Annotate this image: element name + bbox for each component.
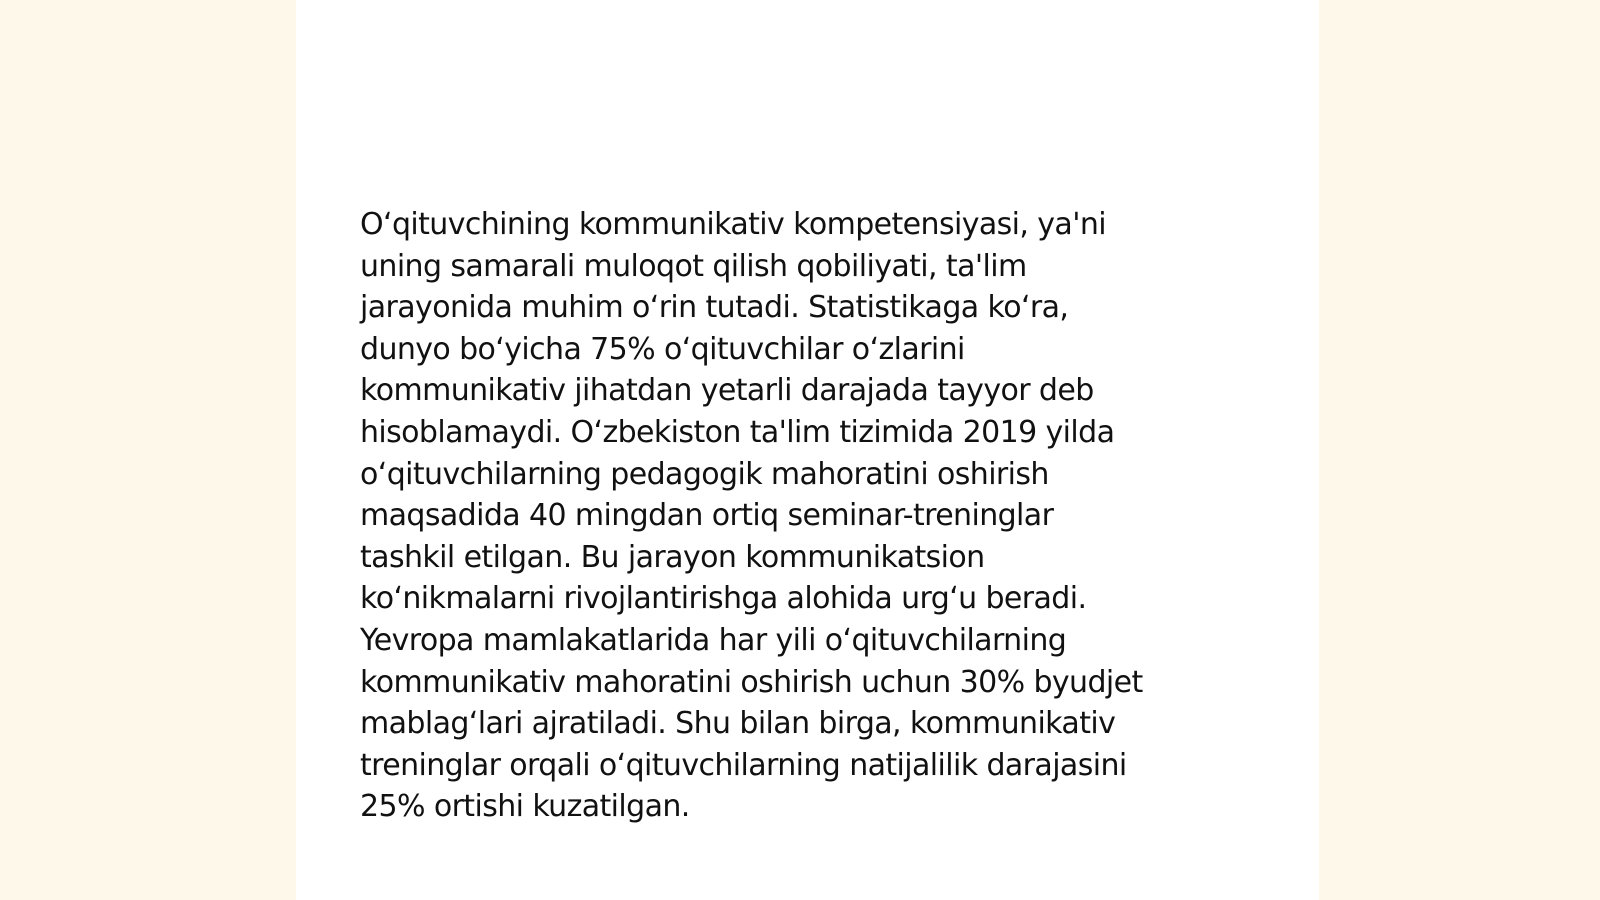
paragraph-line: ko‘nikmalarni rivojlantirishga alohida urg‘u beradi. <box>360 581 1087 617</box>
paragraph-line: uning samarali muloqot qilish qobiliyati, ta'lim <box>360 248 1027 284</box>
paragraph-line: tashkil etilgan. Bu jarayon kommunikatsion <box>360 539 985 575</box>
paragraph-line: kommunikativ mahoratini oshirish uchun 30% byudjet <box>360 664 1143 700</box>
paragraph-line: kommunikativ jihatdan yetarli darajada tayyor deb <box>360 373 1094 409</box>
paragraph-line: dunyo bo‘yicha 75% o‘qituvchilar o‘zlarini <box>360 331 965 367</box>
paragraph-line: Yevropa mamlakatlarida har yili o‘qituvchilarning <box>360 622 1067 658</box>
paragraph-line: 25% ortishi kuzatilgan. <box>360 789 690 825</box>
paragraph-line: maqsadida 40 mingdan ortiq seminar-treninglar <box>360 498 1054 534</box>
document-page <box>296 0 1319 900</box>
paragraph-line: hisoblamaydi. O‘zbekiston ta'lim tizimida 2019 yilda <box>360 414 1115 450</box>
paragraph-line: mablag‘lari ajratiladi. Shu bilan birga, kommunikativ <box>360 706 1116 742</box>
paragraph-line: O‘qituvchining kommunikativ kompetensiyasi, ya'ni <box>360 207 1107 242</box>
paragraph-line: treninglar orqali o‘qituvchilarning natijalilik darajasini <box>360 747 1127 783</box>
body-paragraph <box>360 204 1260 828</box>
paragraph-line: jarayonida muhim o‘rin tutadi. Statistikaga ko‘ra, <box>360 290 1069 326</box>
paragraph-line: o‘qituvchilarning pedagogik mahoratini oshirish <box>360 456 1049 492</box>
